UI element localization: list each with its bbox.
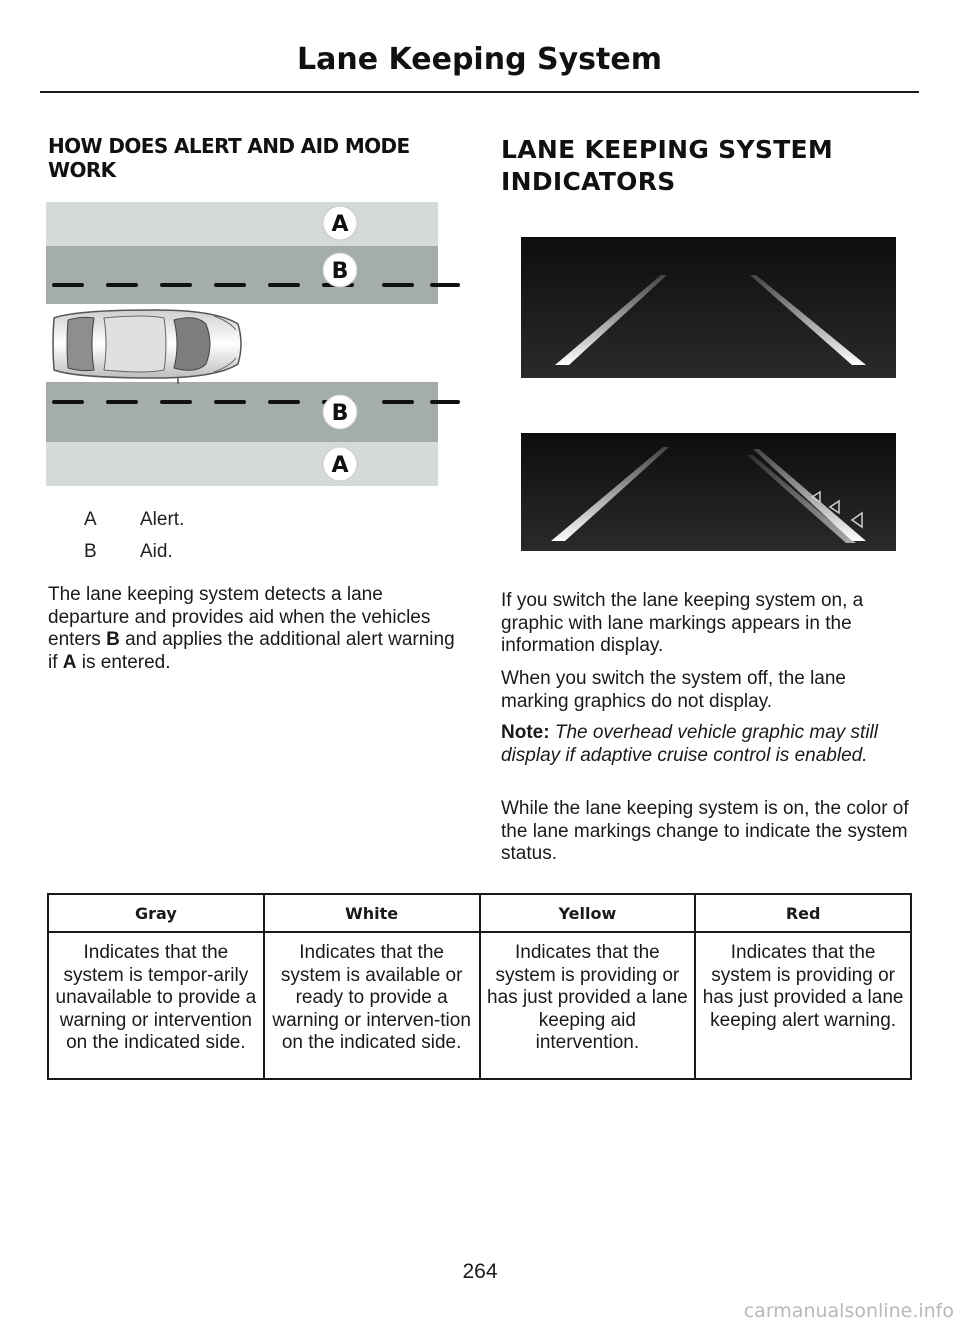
svg-text:A: A — [331, 212, 349, 237]
marker-b-top — [320, 250, 360, 290]
watermark: carmanualsonline.info — [743, 1300, 954, 1322]
zone-b-bottom — [46, 382, 438, 442]
section-heading-indicators: LANE KEEPING SYSTEM INDICATORS — [501, 135, 834, 196]
zone-a-top — [46, 202, 438, 246]
lane-display-graphic-warning — [521, 433, 896, 551]
zone-b-top — [46, 246, 438, 304]
indicators-paragraph-3: While the lane keeping system is on, the color of the lane markings change to indicate the system status. — [501, 798, 909, 864]
table-header-row — [48, 894, 911, 932]
table-header-white: White — [264, 894, 480, 932]
table-cell-gray: Indicates that the system is tempor-arily unavailable to provide a warning or intervention on the indicated side. — [48, 932, 264, 1079]
marker-a-top — [320, 202, 360, 242]
indicators-paragraph-2: When you switch the system off, the lane marking graphics do not display. — [501, 668, 846, 712]
legend-key: A — [84, 509, 97, 530]
lane-display-graphic-normal — [521, 237, 896, 378]
note-text: The overhead vehicle graphic may still display if adaptive cruise control is enabled. — [501, 722, 878, 766]
table-row — [48, 932, 911, 1079]
svg-text:A: A — [331, 453, 349, 478]
marker-b-bottom — [320, 392, 360, 432]
table-cell-yellow: Indicates that the system is providing or has just provided a lane keeping aid intervention. — [480, 932, 696, 1079]
page-number: 264 — [462, 1260, 498, 1283]
zone-a-bottom — [46, 442, 438, 486]
lane-marking-color-table — [47, 893, 912, 1080]
alert-aid-diagram — [46, 202, 466, 486]
header-rule — [40, 91, 919, 93]
page-header-title: Lane Keeping System — [297, 42, 662, 77]
legend-value: Alert. — [140, 509, 185, 530]
indicators-note — [501, 722, 916, 767]
table-cell-red: Indicates that the system is providing or has just provided a lane keeping alert warning. — [695, 932, 911, 1079]
svg-text:B: B — [331, 401, 349, 426]
table-header-yellow: Yellow — [480, 894, 696, 932]
indicators-paragraph-1: If you switch the lane keeping system on, a graphic with lane markings appears in the information display. — [501, 590, 864, 656]
alert-aid-paragraph: The lane keeping system detects a lane departure and provides aid when the vehicles enters B and applies the additional alert warning if A is entered. — [48, 584, 455, 673]
table-cell-white: Indicates that the system is available or ready to provide a warning or interven-tion on the indicated side. — [264, 932, 480, 1079]
table-header-gray: Gray — [48, 894, 264, 932]
car-top-view-icon — [46, 304, 246, 384]
section-heading-alert-aid: HOW DOES ALERT AND AID MODE WORK — [48, 134, 410, 182]
table-header-red: Red — [695, 894, 911, 932]
legend-value: Aid. — [140, 541, 173, 562]
note-label: Note: — [501, 722, 550, 743]
svg-text:B: B — [331, 259, 349, 284]
legend-key: B — [84, 541, 97, 562]
marker-a-bottom — [320, 444, 360, 484]
